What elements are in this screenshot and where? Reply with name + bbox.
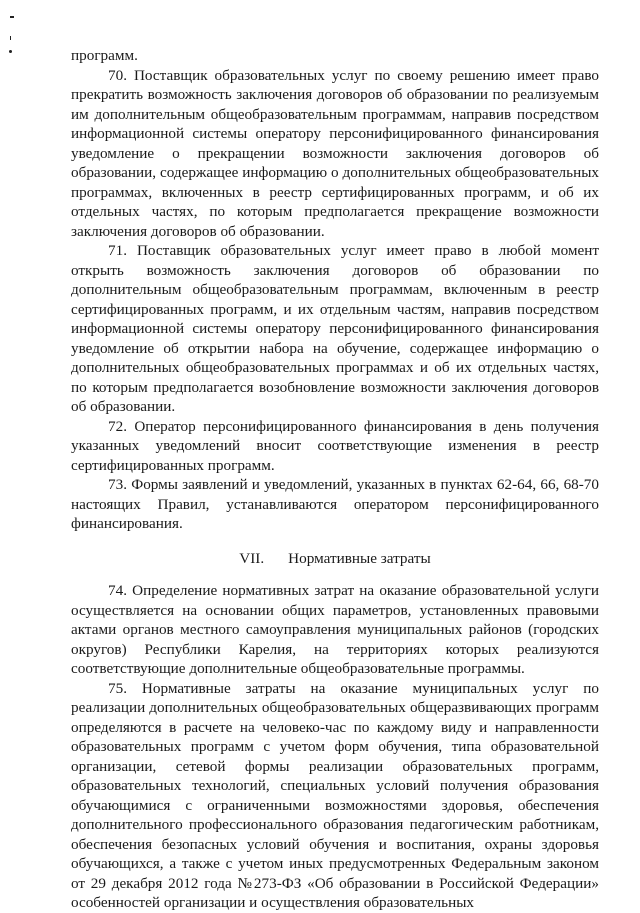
section-number: VII.	[239, 549, 265, 567]
section-heading	[71, 549, 599, 569]
paragraph-71: 71. Поставщик образовательных услуг имеет право в любой момент открыть возможность заключения договоров об образовании по дополнительным общеобразовательным программам, включенным в реестр сертифицированных программ, и их отдельным частям, направив посредством информационной системы оператору персонифицированного финансирования уведомление об открытии набора на обучение, содержащее информацию о дополнительных общеобразовательных программах и об их отдельных частях, по которым предполагается возобновление возможности заключения договоров об образовании.	[71, 242, 599, 415]
paragraph-75: 75. Нормативные затраты на оказание муниципальных услуг по реализации дополнительных общеобразовательных общеразвивающих программ определяются в расчете на человеко-час по каждому виду и направленности образовательных программ с учетом форм обучения, типа образовательной организации, сетевой формы реализации образовательных программ, образовательных технологий, специальных условий получения образования обучающимися с ограниченными возможностями здоровья, обеспечения дополнительного профессионального образования педагогическим работникам, обеспечения безопасных условий обучения и воспитания, охраны здоровья обучающихся, а также с учетом иных предусмотренных Федеральным законом от 29 декабря 2012 года №273-ФЗ «Об образовании в Российской Федерации» особенностей организации и осуществления образовательных	[71, 679, 599, 911]
scan-mark	[9, 50, 12, 53]
paragraph-continuation: программ.	[71, 47, 138, 64]
section-title: Нормативные затраты	[288, 549, 431, 567]
scan-margin-marks	[8, 12, 20, 62]
paragraph-70: 70. Поставщик образовательных услуг по своему решению имеет право прекратить возможность заключения договоров об образовании по реализуемым им дополнительным общеобразовательным программам, направив посредством информационной системы оператору персонифицированного финансирования уведомление о прекращении возможности заключения договоров об образовании, содержащее информацию о дополнительных общеобразовательных программах, включенных в реестр сертифицированных программ, и об их отдельных частях, по которым предполагается прекращение возможности заключения договоров об образовании.	[71, 66, 599, 240]
paragraph-74: 74. Определение нормативных затрат на оказание образовательной услуги осуществляется на основании общих параметров, установленных правовыми актами органов местного самоуправления муниципальных районов (городских округов) Республики Карелия, на территориях которых реализуются соответствующие дополнительные общеобразовательные программы.	[71, 582, 599, 677]
paragraph-72: 72. Оператор персонифицированного финансирования в день получения указанных уведомлений вносит соответствующие изменения в реестр сертифицированных программ.	[71, 417, 599, 474]
document-body	[71, 46, 599, 913]
scan-mark	[10, 16, 14, 18]
paragraph-73: 73. Формы заявлений и уведомлений, указанных в пунктах 62-64, 66, 68-70 настоящих Правил, устанавливаются оператором персонифицированного финансирования.	[71, 476, 599, 532]
scan-mark	[10, 36, 11, 40]
